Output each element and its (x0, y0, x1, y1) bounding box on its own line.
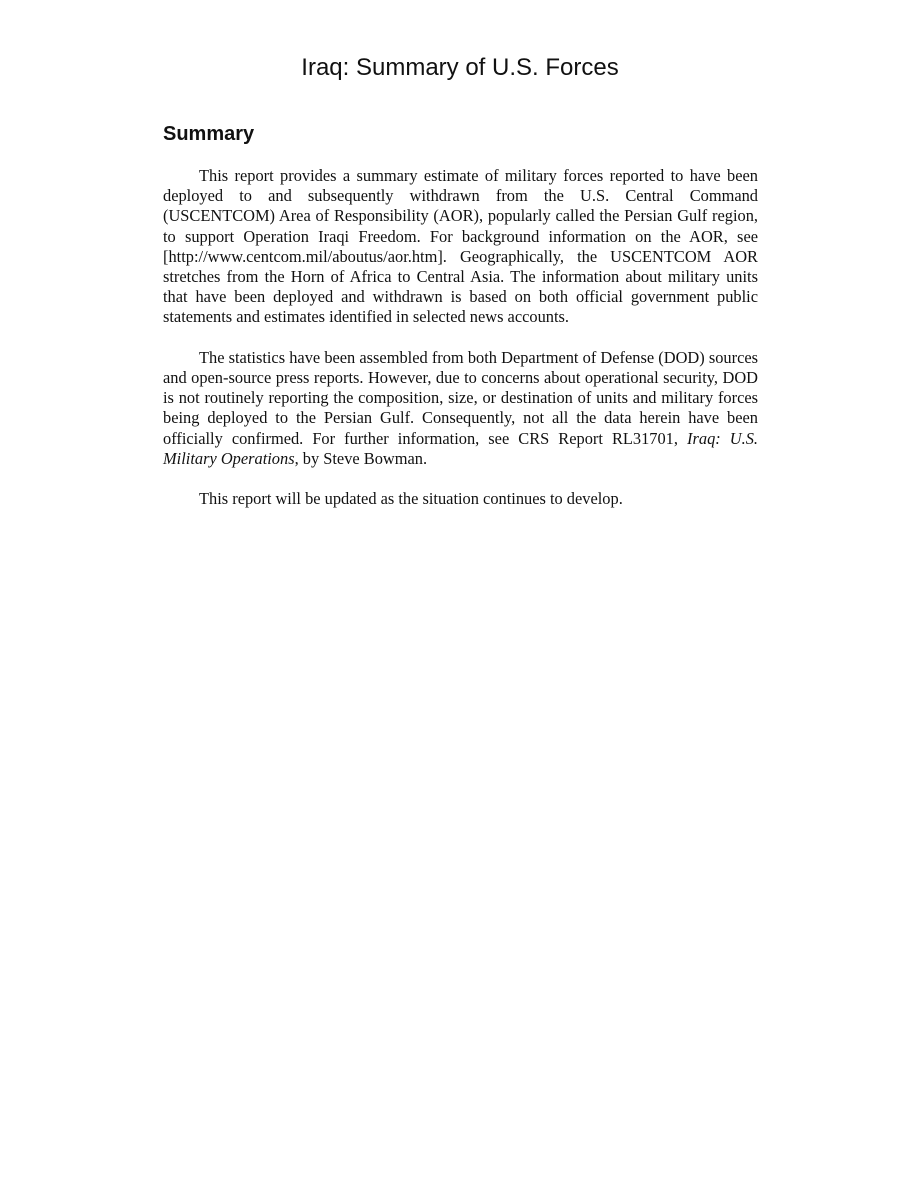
paragraph-1: This report provides a summary estimate of military forces reported to have been deployed to and subsequently withdrawn from the U.S. Central Command (USCENTCOM) Area of Responsibility (AOR), popularly called the Persian Gulf region, to support Operation Iraqi Freedom. For background information on the AOR, see [http://www.centcom.mil/aboutus/aor.htm]. Geographically, the USCENTCOM AOR stretches from the Horn of Africa to Central Asia. The information about military units that have been deployed and withdrawn is based on both official government public statements and estimates identified in selected news accounts. (163, 166, 758, 327)
cited-report-title: Iraq: U.S. Military Operations (163, 428, 758, 468)
summary-body (163, 166, 758, 530)
paragraph-3: This report will be updated as the situation continues to develop. (199, 489, 623, 509)
paragraph-2 (163, 348, 758, 469)
section-heading-summary: Summary (163, 123, 255, 145)
paragraph-2-tail: , by Steve Bowman. (294, 448, 428, 468)
paragraph-2-text: The statistics have been assembled from both Department of Defense (DOD) sources and open-source press reports. However, due to concerns about operational security, DOD is not routinely reporting the composition, size, or destination of units and military forces being deployed to the Persian Gulf. Consequently, not all the data herein have been officially confirmed. For further information, see CRS Report RL31701, (163, 347, 758, 448)
document-title: Iraq: Summary of U.S. Forces (301, 54, 619, 81)
